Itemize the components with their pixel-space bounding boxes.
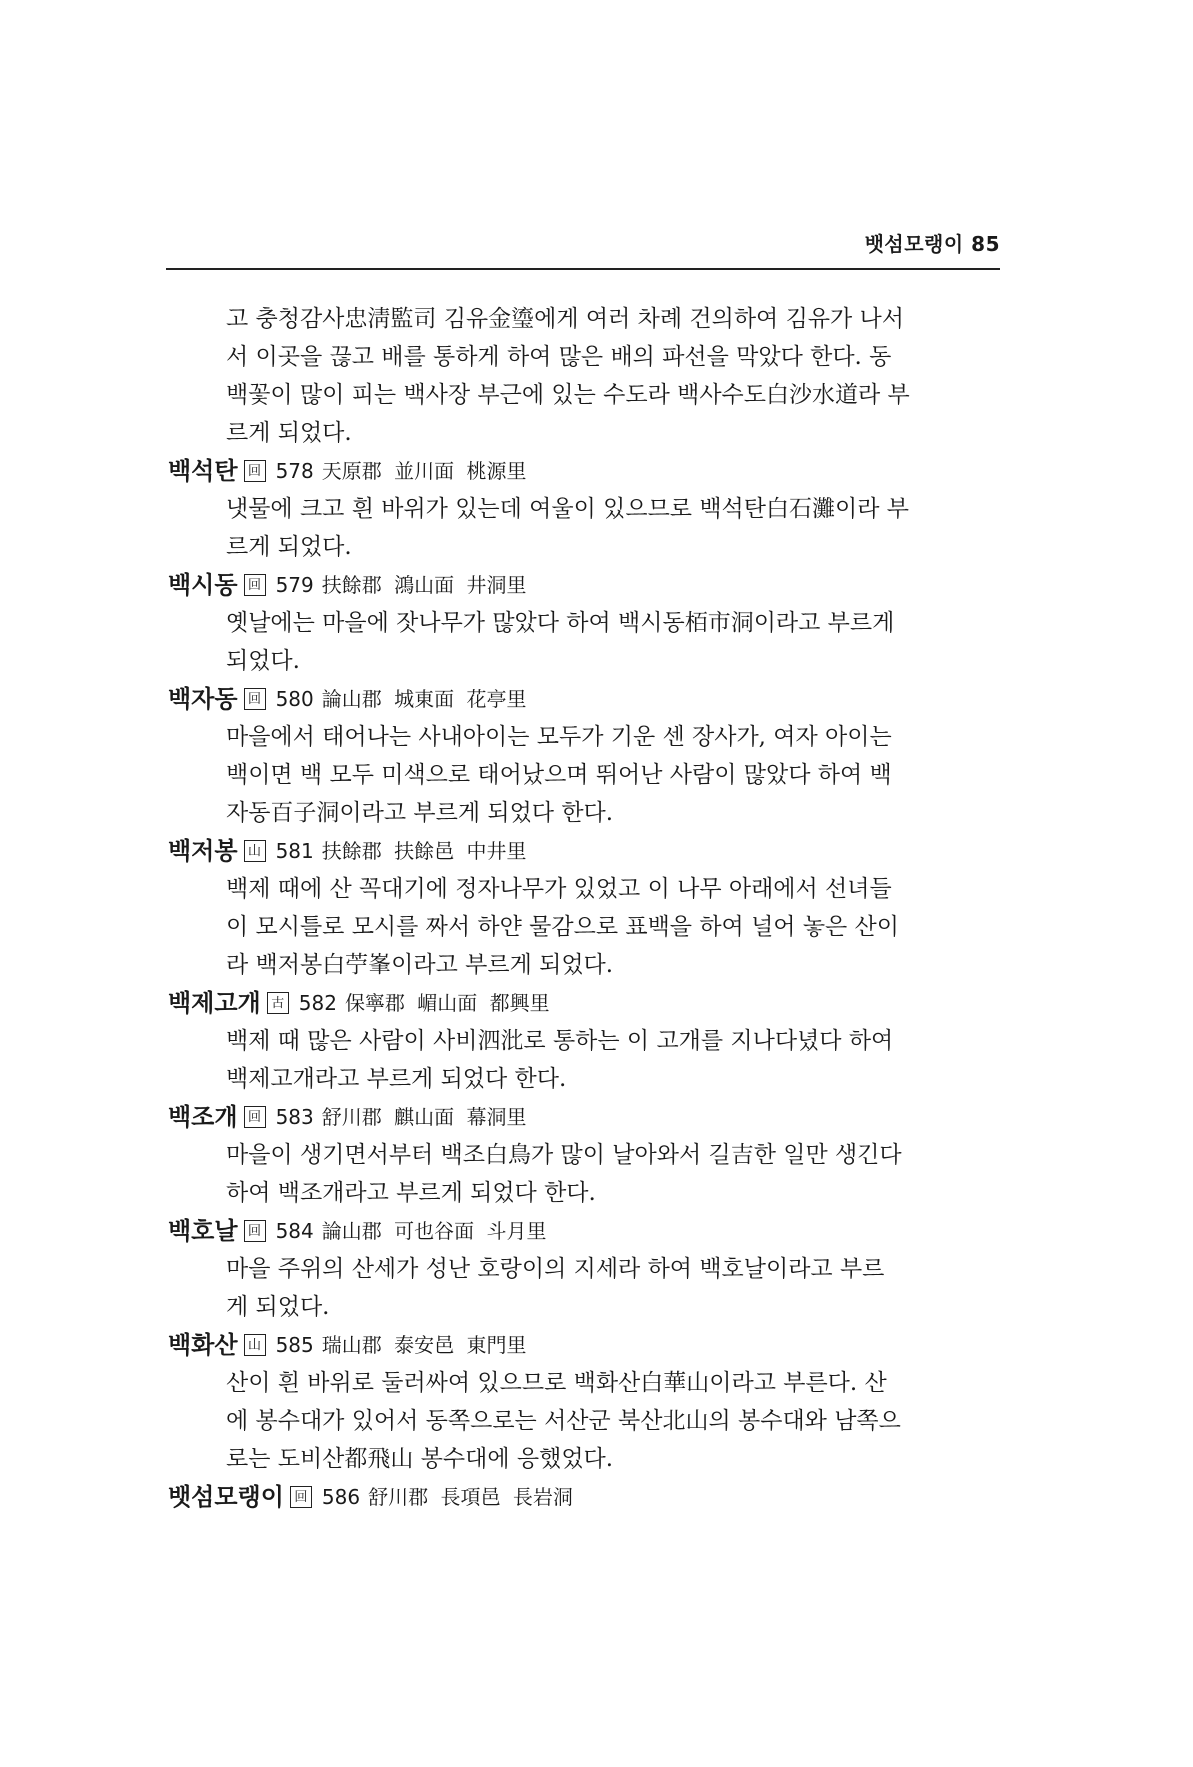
- entry-text-line: 이 모시틀로 모시를 짜서 하얀 물감으로 표백을 하여 널어 놓은 산이: [226, 914, 899, 940]
- entry-text-line: 마을 주위의 산세가 성난 호랑이의 지세라 하여 백호날이라고 부르: [226, 1256, 885, 1282]
- entry-text-line: 하여 백조개라고 부르게 되었다 한다.: [226, 1180, 596, 1206]
- entry-text-line: 마을에서 태어나는 사내아이는 모두가 기운 센 장사가, 여자 아이는: [226, 724, 892, 750]
- entry-heading: [168, 1212, 1002, 1250]
- entry-headword: 백화산: [168, 1331, 238, 1359]
- entry-location: 論山郡 可也谷面 斗月里: [321, 1219, 547, 1243]
- entry-heading: [168, 566, 1002, 604]
- entry-number: 578: [275, 459, 314, 483]
- entry-text-line: 에 봉수대가 있어서 동쪽으로는 서산군 북산北山의 봉수대와 남쪽으: [226, 1408, 901, 1434]
- entry-text-line: 냇물에 크고 흰 바위가 있는데 여울이 있으므로 백석탄白石灘이라 부: [226, 496, 909, 522]
- entry-text-line: 백제고개라고 부르게 되었다 한다.: [226, 1066, 567, 1092]
- entry-number: 584: [275, 1219, 314, 1243]
- entry-number: 585: [275, 1333, 314, 1357]
- entry-location: 瑞山郡 泰安邑 東門里: [321, 1333, 527, 1357]
- entry-headword: 백자동: [168, 685, 238, 713]
- entry-number: 580: [275, 687, 314, 711]
- entry-text-line: 자동百子洞이라고 부르게 되었다 한다.: [226, 800, 614, 826]
- entry-location: 保寧郡 嵋山面 都興里: [344, 991, 550, 1015]
- entry-headword: 백호날: [168, 1217, 238, 1245]
- category-mark: 古: [267, 992, 289, 1014]
- category-mark: 山: [244, 840, 266, 862]
- entry-number: 579: [275, 573, 314, 597]
- entry-heading: [168, 1478, 1002, 1516]
- entry-headword: 백제고개: [168, 989, 261, 1017]
- entry-location: 扶餘郡 鴻山面 井洞里: [321, 573, 527, 597]
- entry-headword: 백석탄: [168, 457, 238, 485]
- entry-heading: [168, 832, 1002, 870]
- category-mark: 回: [244, 460, 266, 482]
- entry-number: 583: [275, 1105, 314, 1129]
- entry-text-line: 라 백저봉白苧峯이라고 부르게 되었다.: [226, 952, 614, 978]
- entry-text-line: 마을이 생기면서부터 백조白鳥가 많이 날아와서 길吉한 일만 생긴다: [226, 1142, 902, 1168]
- entry-location: 舒川郡 長項邑 長岩洞: [368, 1485, 573, 1509]
- entry-text-line: 백이면 백 모두 미색으로 태어났으며 뛰어난 사람이 많았다 하여 백: [226, 762, 892, 788]
- entry-text-line: 로는 도비산都飛山 봉수대에 응했었다.: [226, 1446, 614, 1472]
- entry-text-line: 되었다.: [226, 648, 300, 674]
- entry-headword: 뱃섬모랭이: [168, 1483, 284, 1511]
- entry-headword: 백저봉: [168, 837, 238, 865]
- entry-number: 586: [321, 1485, 361, 1509]
- continued-text-line: 고 충청감사忠淸監司 김유金瑬에게 여러 차례 건의하여 김유가 나서: [226, 306, 904, 332]
- category-mark: 回: [244, 688, 266, 710]
- category-mark: 回: [244, 574, 266, 596]
- category-mark: 回: [244, 1220, 266, 1242]
- category-mark: 山: [244, 1334, 266, 1356]
- entry-location: 舒川郡 麒山面 幕洞里: [321, 1105, 527, 1129]
- continued-text-line: 백꽃이 많이 피는 백사장 부근에 있는 수도라 백사수도白沙水道라 부: [226, 382, 910, 408]
- category-mark: 回: [290, 1486, 312, 1508]
- page-header: [166, 228, 1000, 270]
- entry-number: 582: [298, 991, 337, 1015]
- category-mark: 回: [244, 1106, 266, 1128]
- entry-headword: 백조개: [168, 1103, 238, 1131]
- entry-heading: [168, 1326, 1002, 1364]
- continued-text-line: 서 이곳을 끊고 배를 통하게 하여 많은 배의 파선을 막았다 한다. 동: [226, 344, 892, 370]
- entry-text-line: 르게 되었다.: [226, 534, 352, 560]
- entry-heading: [168, 452, 1002, 490]
- entry-text-line: 산이 흰 바위로 둘러싸여 있으므로 백화산白華山이라고 부른다. 산: [226, 1370, 887, 1396]
- running-title: 뱃섬모랭이 85: [864, 232, 1000, 256]
- entry-text-line: 백제 때에 산 꼭대기에 정자나무가 있었고 이 나무 아래에서 선녀들: [226, 876, 892, 902]
- continued-text-line: 르게 되었다.: [226, 420, 352, 446]
- entry-heading: [168, 984, 1002, 1022]
- entry-heading: [168, 680, 1002, 718]
- entry-headword: 백시동: [168, 571, 238, 599]
- dictionary-body: [168, 300, 1002, 1516]
- entry-text-line: 백제 때 많은 사람이 사비泗沘로 통하는 이 고개를 지나다녔다 하여: [226, 1028, 894, 1054]
- entry-number: 581: [275, 839, 314, 863]
- entry-location: 論山郡 城東面 花亭里: [321, 687, 527, 711]
- entry-location: 扶餘郡 扶餘邑 中井里: [321, 839, 527, 863]
- entry-location: 天原郡 並川面 桃源里: [321, 459, 527, 483]
- entry-heading: [168, 1098, 1002, 1136]
- entry-text-line: 옛날에는 마을에 잣나무가 많았다 하여 백시동栢市洞이라고 부르게: [226, 610, 895, 636]
- entry-text-line: 게 되었다.: [226, 1294, 330, 1320]
